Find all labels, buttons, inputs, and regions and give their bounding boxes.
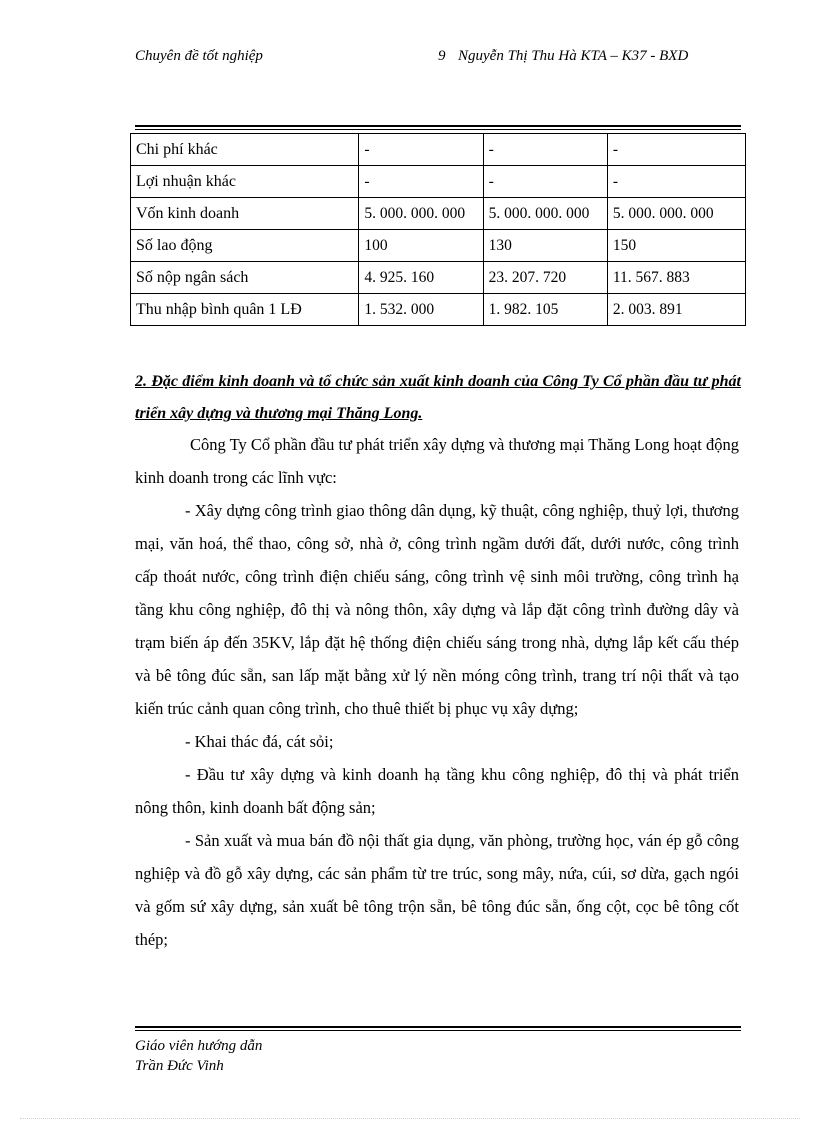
table-cell-value: - <box>359 134 483 166</box>
table-cell-label: Số lao động <box>131 230 359 262</box>
table-row <box>131 294 746 326</box>
header-document-title: Chuyên đề tốt nghiệp <box>135 48 263 64</box>
table-cell-value: 2. 003. 891 <box>607 294 745 326</box>
header-divider <box>135 125 741 130</box>
table-cell-value: 5. 000. 000. 000 <box>359 198 483 230</box>
page-header <box>135 48 740 70</box>
table-cell-label: Số nộp ngân sách <box>131 262 359 294</box>
table-cell-value: - <box>607 166 745 198</box>
business-results-table <box>130 133 746 326</box>
table-cell-value: 150 <box>607 230 745 262</box>
table-cell-value: 1. 532. 000 <box>359 294 483 326</box>
table-row <box>131 198 746 230</box>
header-author: Nguyễn Thị Thu Hà KTA – K37 - BXD <box>458 48 689 64</box>
page-footer <box>135 1036 262 1076</box>
header-page-number: 9 <box>438 48 446 64</box>
table-cell-value: 4. 925. 160 <box>359 262 483 294</box>
table-cell-label: Lợi nhuận khác <box>131 166 359 198</box>
table-cell-value: - <box>483 134 607 166</box>
table-cell-value: - <box>483 166 607 198</box>
table-cell-value: - <box>607 134 745 166</box>
section-body <box>135 428 739 956</box>
table-cell-label: Vốn kinh doanh <box>131 198 359 230</box>
table-cell-value: 1. 982. 105 <box>483 294 607 326</box>
table-cell-value: - <box>359 166 483 198</box>
intro-paragraph: Công Ty Cổ phần đầu tư phát triển xây dựng và thương mại Thăng Long hoạt động kinh doanh trong các lĩnh vực: <box>135 435 739 487</box>
table-cell-label: Thu nhập bình quân 1 LĐ <box>131 294 359 326</box>
table-row <box>131 230 746 262</box>
table-cell-value: 23. 207. 720 <box>483 262 607 294</box>
table-cell-value: 100 <box>359 230 483 262</box>
table-row <box>131 134 746 166</box>
page-edge-marker <box>20 1118 800 1119</box>
list-item: - Sản xuất và mua bán đồ nội thất gia dụng, văn phòng, trường học, ván ép gỗ công nghiệp và đồ gỗ xây dựng, các sản phẩm từ tre trúc, song mây, nứa, cúi, sơ dừa, gạch ngói và gốm sứ xây dựng, sản xuất bê tông trộn sẵn, bê tông đúc sẵn, ống cột, cọc bê tông cốt thép; <box>135 831 739 949</box>
table-row <box>131 166 746 198</box>
footer-divider <box>135 1026 741 1031</box>
table-row <box>131 262 746 294</box>
list-item: - Đầu tư xây dựng và kinh doanh hạ tầng khu công nghiệp, đô thị và phát triển nông thôn, kinh doanh bất động sản; <box>135 765 739 817</box>
table-cell-value: 5. 000. 000. 000 <box>607 198 745 230</box>
table-cell-label: Chi phí khác <box>131 134 359 166</box>
list-item: - Khai thác đá, cát sỏi; <box>185 732 334 751</box>
table-cell-value: 5. 000. 000. 000 <box>483 198 607 230</box>
table-cell-value: 11. 567. 883 <box>607 262 745 294</box>
table-cell-value: 130 <box>483 230 607 262</box>
footer-supervisor-label: Giáo viên hướng dẫn <box>135 1038 263 1054</box>
footer-supervisor-name: Trần Đức Vinh <box>135 1058 224 1074</box>
list-item: - Xây dựng công trình giao thông dân dụng, kỹ thuật, công nghiệp, thuỷ lợi, thương mại, văn hoá, thể thao, công sở, nhà ở, công trình ngầm dưới đất, dưới nước, công trình cấp thoát nước, công trình điện chiếu sáng, công trình vệ sinh môi trường, công trình hạ tầng khu công nghiệp, đô thị và nông thôn, xây dựng và lắp đặt công trình đường dây và trạm biến áp đến 35KV, lắp đặt hệ thống điện chiếu sáng trong nhà, dựng lắp kết cấu thép và bê tông đúc sẵn, san lấp mặt bằng xử lý nền móng công trình, trang trí nội thất và tạo kiến trúc cảnh quan công trình, cho thuê thiết bị phục vụ xây dựng; <box>135 501 739 718</box>
section-heading: 2. Đặc điểm kinh doanh và tổ chức sản xuất kinh doanh của Công Ty Cổ phần đầu tư phát triển xây dựng và thương mại Thăng Long. <box>135 373 741 422</box>
